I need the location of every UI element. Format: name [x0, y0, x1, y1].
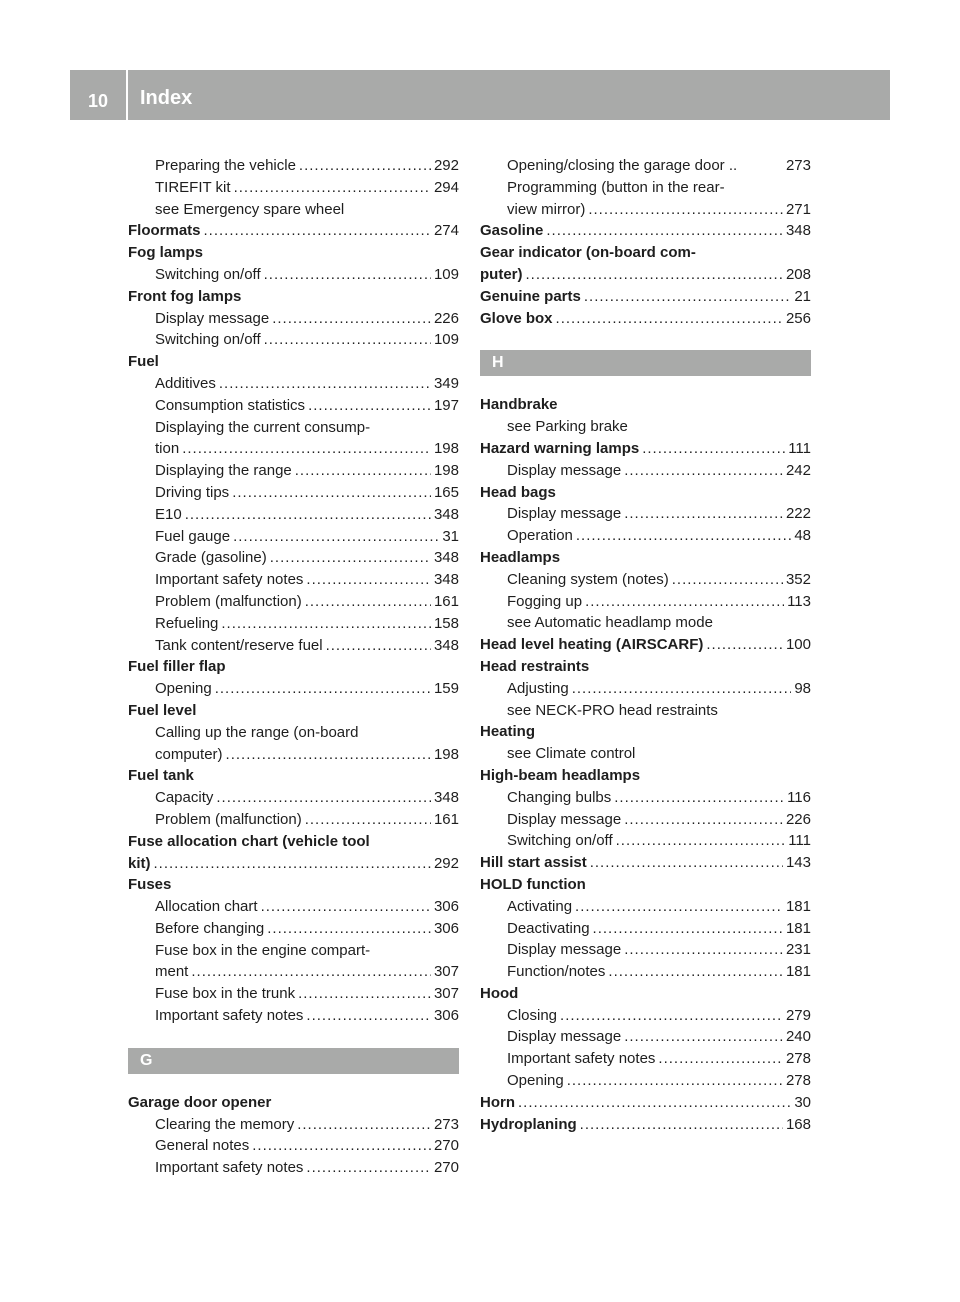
index-entry	[480, 1114, 811, 1136]
page-reference[interactable]: 256	[785, 309, 811, 327]
index-subentry	[480, 1005, 811, 1027]
entry-text: Display message	[507, 505, 622, 523]
entry-text: see Automatic headlamp mode	[507, 614, 713, 632]
dot-leader	[658, 1048, 783, 1070]
entry-text: Genuine parts	[480, 287, 581, 305]
entry-text: Fuel gauge	[155, 527, 231, 545]
page-reference[interactable]: 222	[785, 505, 811, 523]
entry-text: Displaying the current consump-	[155, 418, 371, 436]
index-entry	[480, 983, 811, 1005]
entry-text: Important safety notes	[155, 1159, 304, 1177]
dot-leader	[264, 329, 431, 351]
dot-leader	[624, 1026, 783, 1048]
dot-leader	[295, 460, 431, 482]
dot-leader	[326, 635, 431, 657]
entry-text: Heating	[480, 723, 536, 741]
index-entry	[480, 308, 811, 330]
dot-leader	[556, 308, 783, 330]
dot-leader	[560, 1005, 783, 1027]
entry-text: Front fog lamps	[128, 287, 242, 305]
entry-text: Display message	[507, 461, 622, 479]
index-subentry	[480, 199, 811, 221]
page-reference[interactable]: 161	[433, 592, 459, 610]
index-entry	[128, 286, 459, 308]
page-number: 10	[87, 91, 109, 111]
index-subentry	[480, 809, 811, 831]
entry-text: Opening	[155, 680, 212, 698]
index-subentry	[480, 700, 811, 722]
index-subentry	[128, 1005, 459, 1027]
dot-leader	[590, 852, 783, 874]
entry-text: Problem (malfunction)	[155, 810, 302, 828]
dot-leader	[584, 286, 791, 308]
page-reference[interactable]: 292	[433, 854, 459, 872]
page-reference[interactable]: 181	[785, 919, 811, 937]
index-subentry	[480, 830, 811, 852]
dot-leader	[518, 1092, 791, 1114]
index-entry	[480, 852, 811, 874]
index-subentry	[128, 417, 459, 439]
index-entry	[480, 394, 811, 416]
dot-leader	[232, 482, 431, 504]
entry-text: Display message	[507, 941, 622, 959]
entry-text: Switching on/off	[507, 832, 613, 850]
entry-text: Switching on/off	[155, 331, 261, 349]
header-divider	[126, 70, 128, 120]
entry-text: Fuse box in the trunk	[155, 985, 296, 1003]
page-reference[interactable]: 116	[787, 788, 811, 806]
page-reference[interactable]: 352	[785, 570, 811, 588]
index-column-right	[480, 155, 811, 1135]
index-entry	[128, 831, 459, 853]
page-reference[interactable]: 226	[785, 810, 811, 828]
dot-leader	[154, 853, 431, 875]
index-subentry	[480, 525, 811, 547]
index-subentry	[128, 809, 459, 831]
entry-text: Gasoline	[480, 222, 544, 240]
index-subentry	[128, 460, 459, 482]
dot-leader	[306, 1157, 431, 1179]
entry-text: Fuel tank	[128, 767, 194, 785]
dot-leader	[191, 961, 431, 983]
entry-text: Fuel	[128, 353, 159, 371]
page-reference[interactable]: 307	[433, 963, 459, 981]
index-subentry	[128, 918, 459, 940]
index-subentry	[128, 329, 459, 351]
entry-text: Allocation chart	[155, 898, 258, 916]
index-subentry	[128, 896, 459, 918]
dot-leader	[614, 787, 784, 809]
page-reference[interactable]: 113	[787, 592, 811, 610]
entry-text: tion	[155, 440, 180, 458]
entry-text: Operation	[507, 527, 573, 545]
entry-text: Refueling	[155, 614, 219, 632]
entry-text: Closing	[507, 1006, 558, 1024]
page-reference[interactable]: 242	[785, 461, 811, 479]
entry-text: Important safety notes	[155, 1007, 304, 1025]
index-subentry	[480, 961, 811, 983]
index-subentry	[480, 155, 811, 177]
index-subentry	[480, 591, 811, 613]
page-reference[interactable]: 273	[433, 1115, 459, 1133]
dot-leader	[185, 504, 431, 526]
entry-text: Driving tips	[155, 483, 230, 501]
index-subentry	[128, 526, 459, 548]
index-entry	[480, 656, 811, 678]
entry-text: Garage door opener	[128, 1093, 272, 1111]
entry-text: Deactivating	[507, 919, 590, 937]
dot-leader	[272, 308, 431, 330]
index-subentry	[128, 613, 459, 635]
dot-leader	[526, 264, 783, 286]
entry-text: Changing bulbs	[507, 788, 612, 806]
index-subentry	[128, 177, 459, 199]
index-subentry	[480, 787, 811, 809]
entry-text: puter)	[480, 265, 523, 283]
dot-leader	[221, 613, 431, 635]
entry-text: Fuses	[128, 876, 172, 894]
dot-leader	[216, 787, 431, 809]
page-reference[interactable]: 278	[785, 1072, 811, 1090]
index-subentry	[128, 961, 459, 983]
index-entry	[480, 721, 811, 743]
entry-text: Hazard warning lamps	[480, 439, 640, 457]
index-subentry	[128, 504, 459, 526]
entry-text: Switching on/off	[155, 265, 261, 283]
entry-text: Displaying the range	[155, 462, 292, 480]
index-subentry	[128, 787, 459, 809]
page-reference[interactable]: 278	[785, 1050, 811, 1068]
dot-leader	[572, 678, 792, 700]
page-reference[interactable]: 21	[794, 287, 811, 305]
dot-leader	[580, 1114, 783, 1136]
index-subentry	[128, 547, 459, 569]
index-subentry	[128, 678, 459, 700]
index-subentry	[128, 395, 459, 417]
index-subentry	[128, 155, 459, 177]
section-letter-header: G	[128, 1048, 459, 1074]
entry-text: Important safety notes	[155, 571, 304, 589]
page-reference[interactable]: 307	[433, 985, 459, 1003]
index-subentry	[480, 1048, 811, 1070]
page-reference[interactable]: 161	[433, 810, 459, 828]
page-reference[interactable]: 270	[433, 1137, 459, 1155]
page-reference[interactable]: 198	[433, 462, 459, 480]
page-reference[interactable]: 226	[433, 309, 459, 327]
page-reference[interactable]: 273	[785, 157, 811, 174]
dot-leader	[308, 395, 431, 417]
page-reference[interactable]: 181	[785, 897, 811, 915]
index-entry	[480, 264, 811, 286]
page-reference[interactable]: 348	[433, 636, 459, 654]
entry-text: Clearing the memory	[155, 1115, 295, 1133]
page-reference[interactable]: 349	[433, 374, 459, 392]
page-reference[interactable]: 143	[785, 854, 811, 872]
entry-text: see Emergency spare wheel	[155, 200, 345, 218]
dot-leader	[298, 983, 431, 1005]
dot-leader	[567, 1070, 783, 1092]
index-subentry	[128, 569, 459, 591]
page-reference[interactable]: 274	[433, 222, 459, 240]
page-reference[interactable]: 111	[788, 439, 811, 457]
entry-text: General notes	[155, 1137, 250, 1155]
entry-text: ment	[155, 963, 189, 981]
index-entry	[128, 242, 459, 264]
page-reference[interactable]: 48	[794, 527, 811, 545]
entry-text: Activating	[507, 897, 573, 915]
index-entry	[480, 220, 811, 242]
dot-leader	[575, 896, 783, 918]
page-reference[interactable]: 159	[433, 680, 459, 698]
entry-text: Hill start assist	[480, 854, 587, 872]
page-reference[interactable]: 109	[433, 265, 459, 283]
entry-text: Display message	[507, 1028, 622, 1046]
index-entry	[128, 656, 459, 678]
dot-leader	[616, 830, 786, 852]
page-reference[interactable]: 98	[794, 679, 811, 697]
index-subentry	[128, 1114, 459, 1136]
dot-leader	[264, 264, 431, 286]
page-reference[interactable]: 111	[788, 832, 811, 850]
dot-leader	[585, 591, 784, 613]
entry-text: Glove box	[480, 309, 553, 327]
index-entry	[480, 482, 811, 504]
entry-text: Head restraints	[480, 657, 590, 675]
dot-leader	[252, 1135, 431, 1157]
index-subentry	[128, 983, 459, 1005]
entry-text: HOLD function	[480, 875, 586, 893]
entry-text: computer)	[155, 745, 223, 763]
page-reference[interactable]: 30	[794, 1093, 811, 1111]
index-subentry	[128, 635, 459, 657]
page-reference[interactable]: 271	[785, 200, 811, 218]
entry-text: Important safety notes	[507, 1050, 656, 1068]
entry-text: see Parking brake	[507, 418, 628, 436]
index-entry	[128, 1092, 459, 1114]
page-reference[interactable]: 348	[433, 549, 459, 567]
index-entry	[128, 765, 459, 787]
index-entry	[480, 874, 811, 896]
entry-text: Fuse box in the engine compart-	[155, 941, 371, 959]
index-subentry	[128, 722, 459, 744]
page-reference[interactable]: 270	[433, 1159, 459, 1177]
entry-text: Tank content/reserve fuel	[155, 636, 323, 654]
page-reference[interactable]: 348	[433, 789, 459, 807]
entry-text: Additives	[155, 374, 216, 392]
index-entry	[480, 634, 811, 656]
dot-leader	[305, 809, 431, 831]
index-subentry	[128, 591, 459, 613]
page-reference[interactable]: 348	[433, 505, 459, 523]
index-subentry	[128, 438, 459, 460]
entry-text: TIREFIT kit	[155, 178, 231, 196]
dot-leader	[546, 220, 783, 242]
entry-text: Gear indicator (on-board com-	[480, 244, 696, 262]
index-subentry	[480, 177, 811, 199]
index-entry	[480, 1092, 811, 1114]
index-subentry	[480, 1070, 811, 1092]
entry-text: Problem (malfunction)	[155, 592, 302, 610]
page-reference[interactable]: 306	[433, 919, 459, 937]
index-entry	[480, 438, 811, 460]
entry-text: Function/notes	[507, 963, 606, 981]
page-reference[interactable]: 168	[785, 1115, 811, 1133]
index-entry	[128, 700, 459, 722]
dot-leader	[267, 918, 431, 940]
dot-leader	[182, 438, 431, 460]
index-subentry	[480, 569, 811, 591]
page-reference[interactable]: 198	[433, 440, 459, 458]
page-reference[interactable]: 231	[785, 941, 811, 959]
entry-text: Head level heating (AIRSCARF)	[480, 636, 704, 654]
dot-leader	[226, 744, 431, 766]
entry-text: E10	[155, 505, 182, 523]
page-reference[interactable]: 181	[785, 963, 811, 981]
dot-leader	[233, 526, 439, 548]
entry-text: Head bags	[480, 483, 556, 501]
dot-leader	[305, 591, 431, 613]
page-reference[interactable]: 198	[433, 745, 459, 763]
index-subentry	[480, 416, 811, 438]
section-letter-header: H	[480, 350, 811, 376]
index-entry	[128, 351, 459, 373]
index-entry	[128, 853, 459, 875]
entry-text: kit)	[128, 854, 151, 872]
page-reference[interactable]: 31	[442, 527, 459, 545]
index-subentry	[128, 744, 459, 766]
index-subentry	[480, 460, 811, 482]
entry-text: Fog lamps	[128, 244, 204, 262]
page-reference[interactable]: 109	[433, 331, 459, 349]
index-subentry	[480, 1026, 811, 1048]
entry-text: Calling up the range (on-board	[155, 723, 359, 741]
dot-leader	[297, 1114, 431, 1136]
index-subentry	[128, 308, 459, 330]
index-column-left	[128, 155, 459, 1179]
entry-text: Preparing the vehicle	[155, 157, 296, 174]
entry-text: Adjusting	[507, 679, 569, 697]
index-entry	[480, 286, 811, 308]
page-reference[interactable]: 279	[785, 1006, 811, 1024]
entry-text: Horn	[480, 1093, 515, 1111]
dot-leader	[306, 1005, 431, 1027]
entry-text: Opening	[507, 1072, 564, 1090]
dot-leader	[624, 939, 783, 961]
dot-leader	[588, 199, 783, 221]
entry-text: Fogging up	[507, 592, 583, 610]
entry-text: Fuse allocation chart (vehicle tool	[128, 832, 370, 850]
dot-leader	[624, 503, 783, 525]
entry-text: Handbrake	[480, 396, 558, 414]
dot-leader	[306, 569, 431, 591]
index-entry	[128, 220, 459, 242]
index-subentry	[128, 264, 459, 286]
entry-text: Before changing	[155, 919, 265, 937]
index-subentry	[128, 482, 459, 504]
page-title: Index	[140, 87, 193, 109]
index-subentry	[480, 939, 811, 961]
page-reference[interactable]: 292	[433, 157, 459, 174]
entry-text: Fuel level	[128, 701, 197, 719]
index-entry	[128, 874, 459, 896]
entry-text: view mirror)	[507, 200, 586, 218]
dot-leader	[299, 155, 431, 177]
dot-leader	[593, 918, 783, 940]
entry-text: Headlamps	[480, 548, 561, 566]
page-reference[interactable]: 240	[785, 1028, 811, 1046]
dot-leader	[234, 177, 431, 199]
index-subentry	[128, 1157, 459, 1179]
index-subentry	[128, 1135, 459, 1157]
dot-leader	[215, 678, 431, 700]
entry-text: Display message	[507, 810, 622, 828]
index-entry	[480, 765, 811, 787]
page-reference[interactable]: 306	[433, 898, 459, 916]
index-subentry	[480, 678, 811, 700]
dot-leader	[204, 220, 431, 242]
index-subentry	[128, 940, 459, 962]
dot-leader	[219, 373, 431, 395]
dot-leader	[261, 896, 431, 918]
page-reference[interactable]: 158	[433, 614, 459, 632]
index-entry	[480, 242, 811, 264]
entry-text: Fuel filler flap	[128, 658, 226, 676]
page-reference[interactable]: 165	[433, 483, 459, 501]
entry-text: see NECK-PRO head restraints	[507, 701, 718, 719]
entry-text: Cleaning system (notes)	[507, 570, 669, 588]
dot-leader	[672, 569, 783, 591]
entry-text: Grade (gasoline)	[155, 549, 267, 567]
page-reference[interactable]: 197	[433, 396, 459, 414]
entry-text: Hood	[480, 984, 519, 1002]
entry-text: Display message	[155, 309, 270, 327]
entry-text: Programming (button in the rear-	[507, 178, 725, 196]
dot-leader	[270, 547, 431, 569]
page-header	[70, 70, 890, 120]
entry-text: Opening/closing the garage door ..	[507, 157, 738, 174]
page-reference[interactable]: 306	[433, 1007, 459, 1025]
page-reference[interactable]: 100	[785, 636, 811, 654]
entry-text: Floormats	[128, 222, 201, 240]
dot-leader	[706, 634, 783, 656]
index-subentry	[128, 199, 459, 221]
dot-leader	[624, 809, 783, 831]
page-reference[interactable]: 294	[433, 178, 459, 196]
index-subentry	[480, 503, 811, 525]
index-subentry	[480, 918, 811, 940]
dot-leader	[576, 525, 791, 547]
entry-text: Hydroplaning	[480, 1115, 577, 1133]
index-entry	[480, 547, 811, 569]
page-reference[interactable]: 348	[433, 571, 459, 589]
index-subentry	[480, 743, 811, 765]
index-subentry	[128, 373, 459, 395]
dot-leader	[608, 961, 783, 983]
dot-leader	[624, 460, 783, 482]
entry-text: High-beam headlamps	[480, 766, 641, 784]
entry-text: Consumption statistics	[155, 396, 306, 414]
page-reference[interactable]: 348	[785, 222, 811, 240]
index-subentry	[480, 612, 811, 634]
entry-text: see Climate control	[507, 745, 636, 763]
entry-text: Capacity	[155, 789, 214, 807]
index-subentry	[480, 896, 811, 918]
page-reference[interactable]: 208	[785, 265, 811, 283]
dot-leader	[642, 438, 785, 460]
